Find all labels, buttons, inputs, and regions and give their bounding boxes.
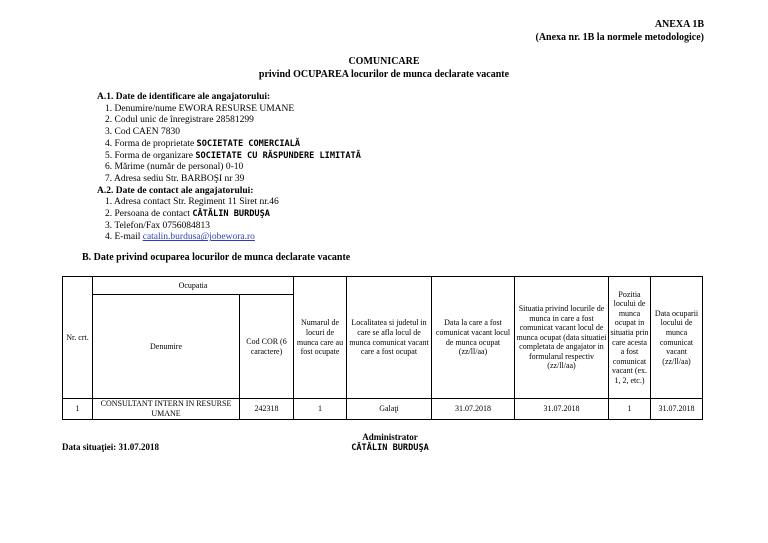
header-cod: Cod COR (6 caractere) [240,295,294,399]
cell-data-ocuparii: 31.07.2018 [651,399,703,420]
a1-item: 3. Cod CAEN 7830 [105,127,180,138]
annex-block [536,18,705,44]
signer-name: CĂTĂLIN BURDUŞA [351,443,429,453]
header-denumire: Denumire [93,295,240,399]
cell-numarul: 1 [294,399,347,420]
a2-item: 4. E-mail catalin.burdusa@jobewora.ro [105,232,255,243]
header-localitatea: Localitatea si judetul in care se afla locul de munca comunicat vacant care a fost ocupat [347,277,432,399]
email-link[interactable]: catalin.burdusa@jobewora.ro [142,232,255,243]
cell-denumire: CONSULTANT INTERN IN RESURSE UMANE [93,399,240,420]
table-row [63,399,703,420]
a2-item: 3. Telefon/Fax 0756084813 [105,220,210,231]
section-b-title: B. Date privind ocuparea locurilor de munca declarate vacante [82,252,351,263]
vacancy-table [62,276,703,420]
a1-item: 1. Denumire/nume EWORA RESURSE UMANE [105,103,295,114]
cell-cod: 242318 [240,399,294,420]
document-subtitle: privind OCUPAREA locurilor de munca declarate vacante [258,69,510,80]
section-a1-title: A.1. Date de identificare ale angajatorului: [97,92,271,102]
header-pozitia: Pozitia locului de munca ocupat in situatia prin care acesta a fost comunicat vacant (ex. 1, 2, etc.) [609,277,651,399]
header-data-ocuparii: Data ocuparii locului de munca comunicat vacant (zz/ll/aa) [651,277,703,399]
header-ocupatia: Ocupatia [93,277,294,295]
annex-title: ANEXA 1B [654,19,704,30]
signer-role: Administrator [362,432,418,442]
employer-section [97,92,361,244]
a1-item: 5. Forma de organizare SOCIETATE CU RĂSPUNDERE LIMITATĂ [105,150,361,161]
report-date-label: Data situaţiei: [62,442,117,452]
report-date [62,442,159,452]
a1-item: 2. Codul unic de înregistrare 28581299 [105,115,254,126]
header-data-comunicat: Data la care a fost comunicat vacant locul de munca ocupat (zz/ll/aa) [432,277,515,399]
a1-item: 4. Forma de proprietate SOCIETATE COMERCIALĂ [105,138,301,149]
a2-item: 2. Persoana de contact CĂTĂLIN BURDUŞA [105,209,270,220]
cell-situatia: 31.07.2018 [515,399,609,420]
document-heading [0,55,768,81]
cell-nr: 1 [63,399,93,420]
document-title: COMUNICARE [348,56,420,67]
a1-item: 7. Adresa sediu Str. BARBOŞI nr 39 [105,173,245,184]
annex-subtitle: (Anexa nr. 1B la normele metodologice) [535,32,704,43]
cell-pozitia: 1 [609,399,651,420]
header-numarul: Numarul de locuri de munca care au fost ocupate [294,277,347,399]
signature-block [320,432,460,454]
report-date-value: 31.07.2018 [118,442,159,452]
a2-item: 1. Adresa contact Str. Regiment 11 Siret nr.46 [105,197,279,208]
header-nr: Nr. crt. [63,277,93,399]
header-situatia: Situatia privind locurile de munca in care a fost comunicat vacant locul de munca ocupat (data situatiei completata de angajator in formularul respectiv (zz/ll/aa) [515,277,609,399]
a1-item: 6. Mărime (număr de personal) 0-10 [105,162,244,173]
cell-data-comunicat: 31.07.2018 [432,399,515,420]
cell-localitatea: Galaţi [347,399,432,420]
section-a2-title: A.2. Date de contact ale angajatorului: [97,185,254,196]
